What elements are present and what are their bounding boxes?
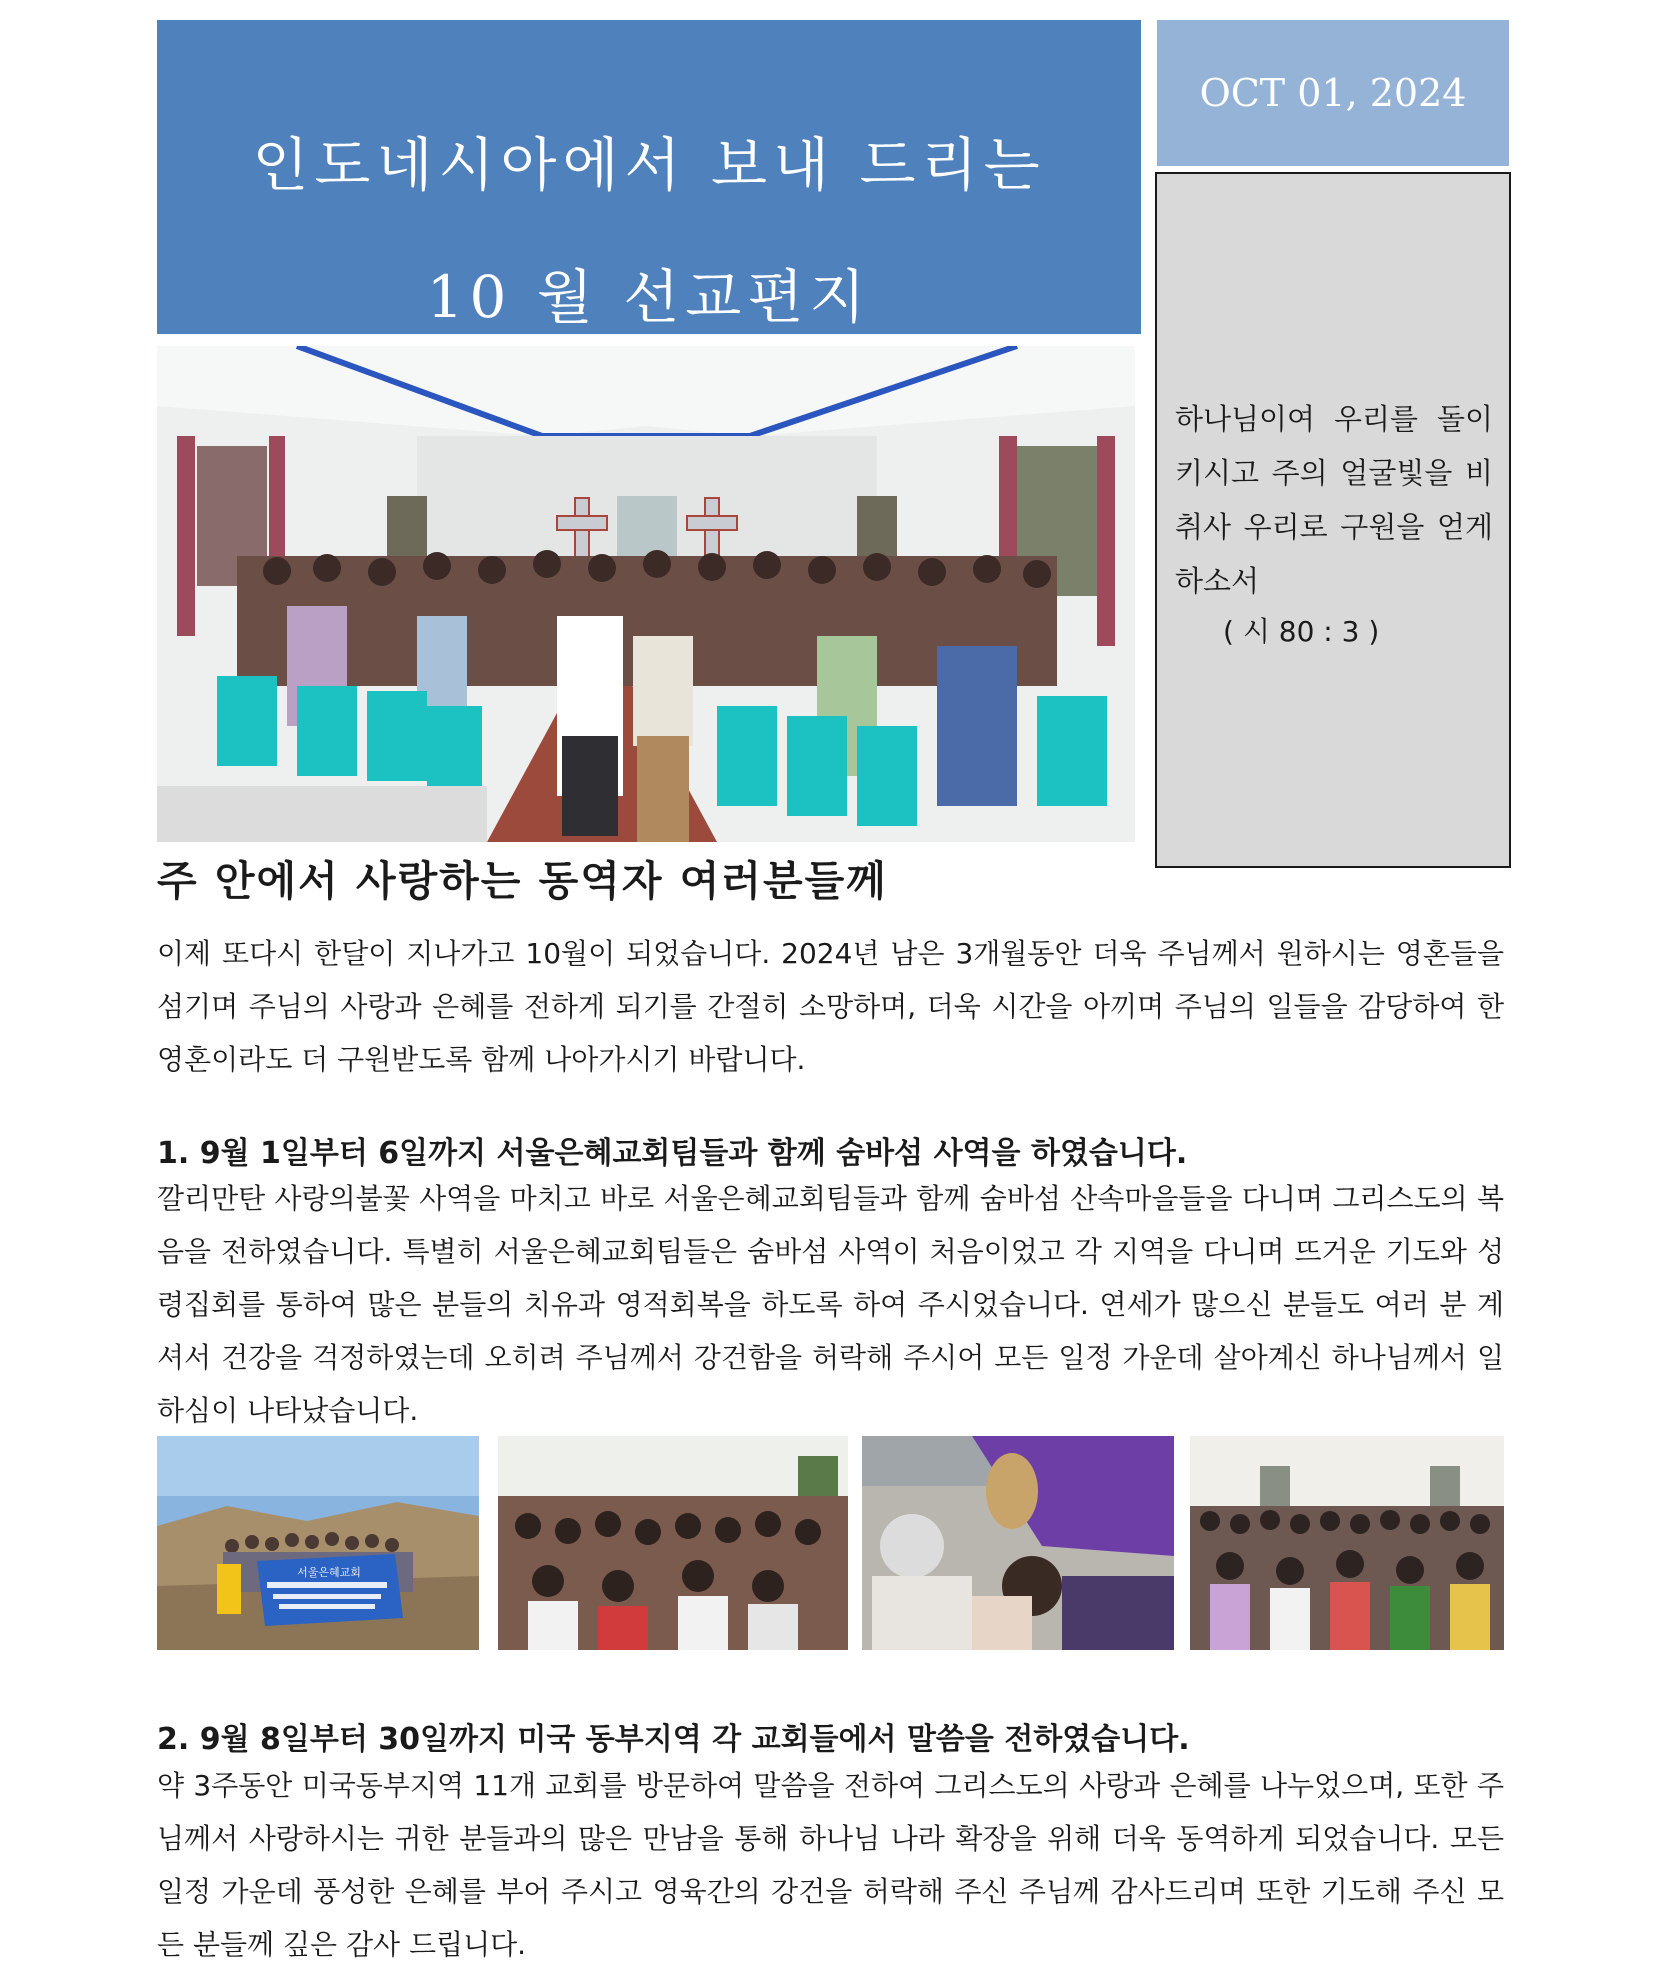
children-group-image — [1190, 1436, 1504, 1650]
section-2-heading: 2. 9월 8일부터 30일까지 미국 동부지역 각 교회들에서 말씀을 전하였습니다. — [157, 1722, 1190, 1757]
greeting-heading: 주 안에서 사랑하는 동역자 여러분들께 — [157, 857, 888, 905]
banner-text: 서울은혜교회 — [297, 1566, 361, 1579]
title-line-2: 10 월 선교편지 — [426, 263, 872, 331]
title-banner — [157, 20, 1141, 334]
children-worship-image — [498, 1436, 848, 1650]
verse-text: 하나님이여 우리를 돌이키시고 주의 얼굴빛을 비취사 우리로 구원을 얻게 하소서 — [1175, 402, 1493, 598]
church-congregation-image — [157, 346, 1135, 842]
date-box — [1157, 20, 1509, 166]
section-1-heading: 1. 9월 1일부터 6일까지 서울은혜교회팀들과 함께 숨바섬 사역을 하였습니다. — [157, 1136, 1188, 1171]
section-1-body: 깔리만탄 사랑의불꽃 사역을 마치고 바로 서울은혜교회팀들과 함께 숨바섬 산속마을들을 다니며 그리스도의 복음을 전하였습니다. 특별히 서울은혜교회팀들은 숨바섬 사역이 처음이었고 각 지역을 다니며 뜨거운 기도와 성령집회를 통하여 많은 분들의 치유과 영적회복을 하도록 하여 주시었습니다. 연세가 많으신 분들도 여러 분 계셔서 건강을 걱정하였는데 오히려 주님께서 강건함을 허락해 주시어 모든 일정 가운데 살아계신 하나님께서 일하심이 나타났습니다. — [157, 1182, 1504, 1427]
prayer-ministry-photo — [862, 1436, 1174, 1650]
date-text: OCT 01, 2024 — [1199, 71, 1467, 115]
intro-paragraph: 이제 또다시 한달이 지나가고 10월이 되었습니다. 2024년 남은 3개월동안 더욱 주님께서 원하시는 영혼들을 섬기며 주님의 사랑과 은혜를 전하게 되기를 간절히 소망하며, 더욱 시간을 아끼며 주님의 일들을 감당하여 한 영혼이라도 더 구원받도록 함께 나아가시기 바랍니다. — [157, 937, 1504, 1076]
mountain-group-image — [157, 1436, 479, 1650]
title-line-1: 인도네시아에서 보내 드리는 — [252, 131, 1046, 199]
verse-box — [1155, 172, 1511, 868]
mountain-group-photo — [157, 1436, 479, 1650]
church-congregation-photo — [157, 346, 1135, 842]
section-2-body: 약 3주동안 미국동부지역 11개 교회를 방문하여 말씀을 전하여 그리스도의 사랑과 은혜를 나누었으며, 또한 주님께서 사랑하시는 귀한 분들과의 많은 만남을 통해 하나님 나라 확장을 위해 더욱 동역하게 되었습니다. 모든 일정 가운데 풍성한 은혜를 부어 주시고 영육간의 강건을 허락해 주신 주님께 감사드리며 또한 기도해 주신 모든 분들께 깊은 감사 드립니다. — [157, 1769, 1504, 1961]
children-worship-photo — [498, 1436, 848, 1650]
verse-reference: ( 시 80 : 3 ) — [1223, 615, 1380, 648]
children-group-photo — [1190, 1436, 1504, 1650]
prayer-ministry-image — [862, 1436, 1174, 1650]
